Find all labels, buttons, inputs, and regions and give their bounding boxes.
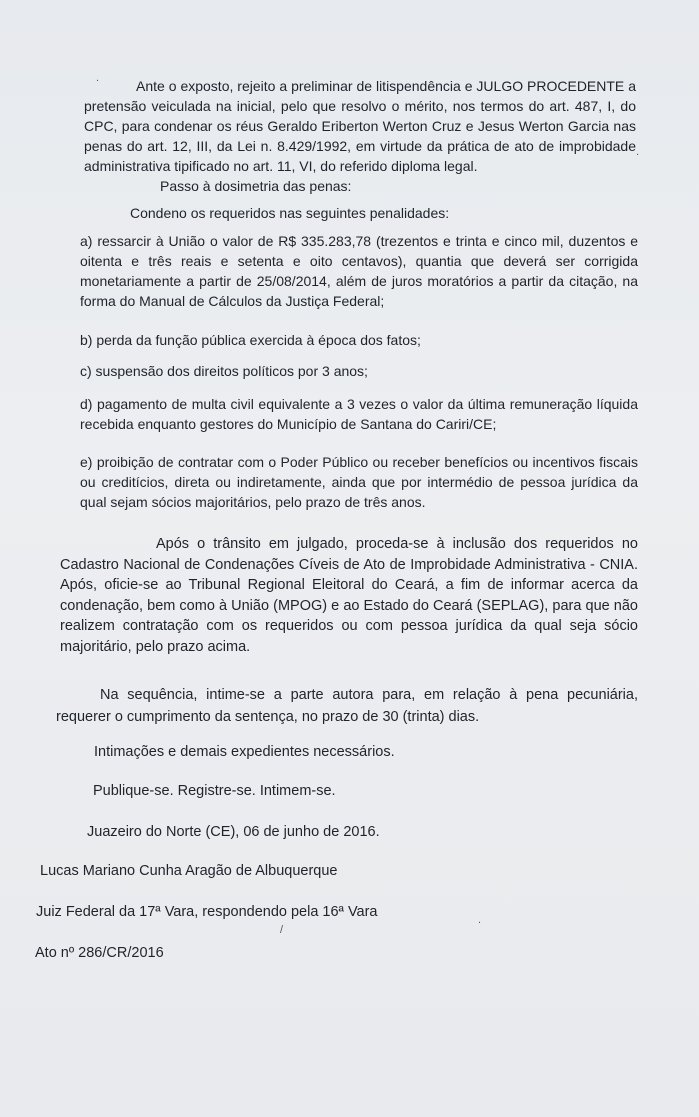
- penalty-text: b) perda da função pública exercida à época dos fatos;: [80, 332, 421, 348]
- paragraph-text: Ante o exposto, rejeito a preliminar de litispendência e JULGO PROCEDENTE a pretensão veiculada na inicial, pelo que resolvo o mérito, nos termos do art. 487, I, do CPC, para condenar os réus Geraldo Eriberton Werton Cruz e Jesus Werton Garcia nas penas do art. 12, III, da Lei n. 8.429/1992, em virtude da prática de ato de improbidade administrativa tipificado no art. 11, VI, do referido diploma legal.: [84, 78, 636, 174]
- paragraph-apos-transito: [60, 534, 638, 657]
- signatory-name: Lucas Mariano Cunha Aragão de Albuquerque: [40, 863, 338, 879]
- scan-speck: .: [96, 72, 100, 84]
- penalty-text: a) ressarcir à União o valor de R$ 335.283,78 (trezentos e trinta e cinco mil, duzentos e oitenta e três reais e setenta e oito centavos), quantia que deverá ser corrigida monetariamente a partir de 25/08/2014, além de juros moratórios a partir da citação, na forma do Manual de Cálculos da Justiça Federal;: [80, 233, 638, 309]
- signatory-title: Juiz Federal da 17ª Vara, respondendo pela 16ª Vara: [36, 904, 378, 920]
- condeno-heading: [130, 203, 630, 223]
- penalty-item-b: [80, 330, 638, 350]
- penalty-item-e: [80, 452, 638, 512]
- penalty-item-d: [80, 394, 638, 434]
- paragraph-dispositivo: [84, 76, 636, 176]
- scan-speck: .: [636, 146, 640, 158]
- paragraph-text: Na sequência, intime-se a parte autora para, em relação à pena pecuniária, requerer o cumprimento da sentença, no prazo de 30 (trinta) dias.: [56, 687, 638, 725]
- scan-speck: /: [280, 924, 284, 936]
- place-date-line: Juazeiro do Norte (CE), 06 de junho de 2016.: [87, 824, 380, 840]
- paragraph-text: Após o trânsito em julgado, proceda-se à inclusão dos requeridos no Cadastro Nacional de Condenações Cíveis de Ato de Improbidade Administrativa - CNIA. Após, oficie-se ao Tribunal Regional Eleitoral do Ceará, a fim de informar acerca da condenação, bem como à União (MPOG) e ao Estado do Ceará (SEPLAG), para que não realizem contratação com os requeridos ou com pessoa jurídica da qual seja sócio majoritário, pelo prazo acima.: [60, 536, 638, 655]
- intimacoes-line: Intimações e demais expedientes necessários.: [94, 744, 395, 760]
- scan-speck: .: [478, 914, 482, 926]
- condeno-text: Condeno os requeridos nas seguintes penalidades:: [130, 205, 450, 221]
- penalty-item-a: [80, 231, 638, 311]
- publique-line: Publique-se. Registre-se. Intimem-se.: [93, 783, 336, 799]
- penalty-text: c) suspensão dos direitos políticos por 3 anos;: [80, 363, 368, 379]
- paragraph-sequencia: [56, 684, 638, 728]
- penalty-text: d) pagamento de multa civil equivalente a 3 vezes o valor da última remuneração líquida recebida enquanto gestores do Município de Santana do Cariri/CE;: [80, 396, 638, 432]
- dosimetria-heading: [160, 176, 560, 196]
- penalty-text: e) proibição de contratar com o Poder Público ou receber benefícios ou incentivos fiscais ou creditícios, direta ou indiretamente, ainda que por intermédio de pessoa jurídica da qual sejam sócios majoritários, pelo prazo de três anos.: [80, 454, 638, 510]
- act-number: Ato nº 286/CR/2016: [35, 945, 164, 961]
- penalty-item-c: [80, 361, 638, 381]
- dosimetria-text: Passo à dosimetria das penas:: [160, 178, 352, 194]
